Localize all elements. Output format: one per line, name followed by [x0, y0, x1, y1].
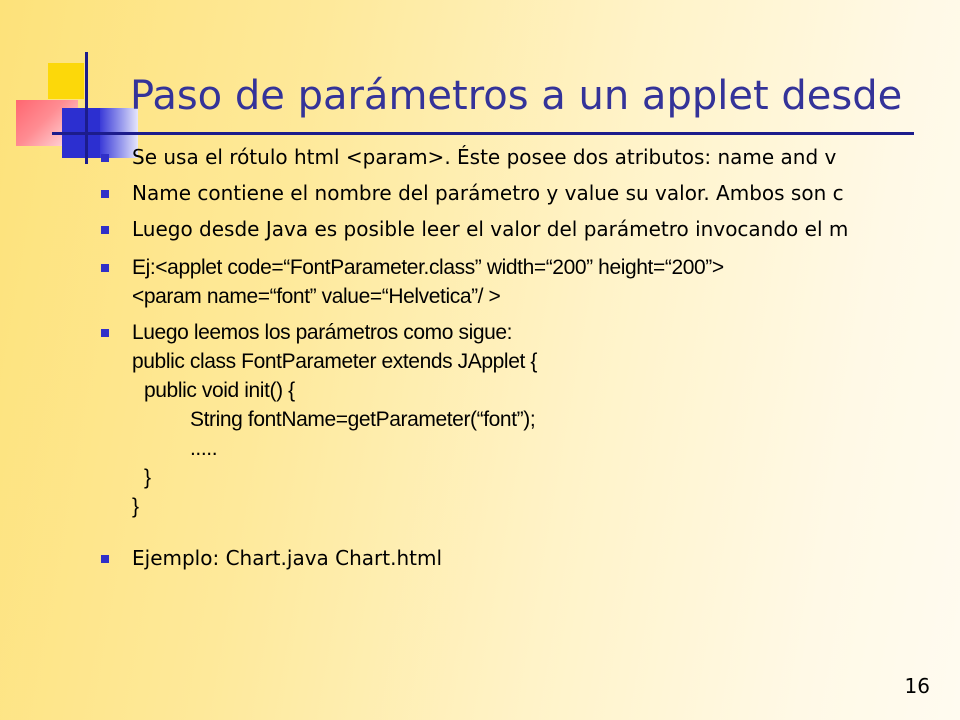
- bullet-square-icon: [101, 226, 109, 234]
- code-line: }: [132, 495, 139, 518]
- text-line: <param name=“font” value=“Helvetica”/ >: [132, 285, 501, 308]
- slide-title: Paso de parámetros a un applet desde: [130, 73, 903, 119]
- bullet-text: Ejemplo: Chart.java Chart.html: [132, 546, 443, 570]
- code-line: public class FontParameter extends JApplet {: [132, 350, 537, 373]
- page-number: 16: [904, 674, 930, 698]
- bullet-square-icon: [101, 190, 109, 198]
- text-line: Luego leemos los parámetros como sigue:: [132, 321, 513, 344]
- code-line: .....: [190, 437, 218, 460]
- code-line: }: [144, 466, 151, 489]
- bullet-text: Luego desde Java es posible leer el valor del parámetro invocando el m: [132, 217, 849, 241]
- bullet-square-icon: [101, 555, 109, 563]
- bullet-square-icon: [101, 154, 109, 162]
- bullet-text: Name contiene el nombre del parámetro y value su valor. Ambos son c: [132, 181, 844, 205]
- bullet-square-icon: [101, 264, 109, 272]
- bullet-text: Se usa el rótulo html <param>. Éste posee dos atributos: name and v: [132, 145, 837, 169]
- code-block: [132, 318, 960, 521]
- code-line: public void init() {: [144, 379, 295, 402]
- code-line: String fontName=getParameter(“font”);: [190, 408, 536, 431]
- text-line: Ej:<applet code=“FontParameter.class” width=“200” height=“200”>: [132, 256, 724, 279]
- bullet-square-icon: [101, 329, 109, 337]
- bullet-text-multiline: [132, 253, 960, 311]
